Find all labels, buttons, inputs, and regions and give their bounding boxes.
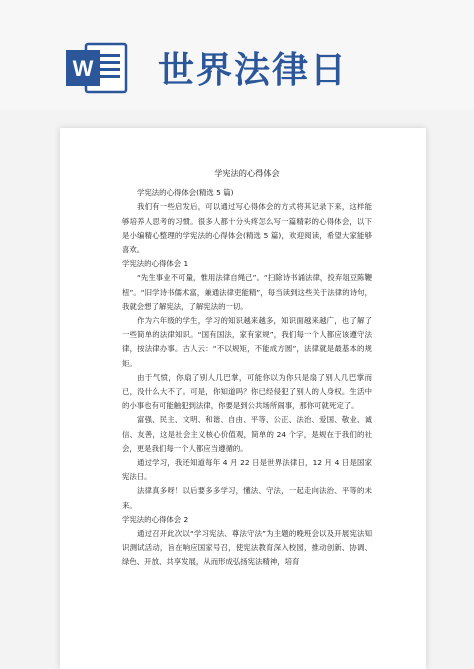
document-body xyxy=(122,166,372,570)
svg-text:W: W xyxy=(72,56,94,81)
section-heading-2: 学宪法的心得体会 2 xyxy=(122,514,189,524)
banner-header xyxy=(0,0,474,110)
paragraph: 通过学习，我还知道每年 4 月 22 日是世界法律日，12 月 4 日是国家宪法日。 xyxy=(122,458,372,482)
document-subtitle: 学宪法的心得体会(精选 5 篇) xyxy=(137,188,234,198)
section-heading-1: 学宪法的心得体会 1 xyxy=(122,259,189,269)
paragraph: 富强、民主、文明、和谐、自由、平等、公正、法治、爱国、敬业、诚信、友善，这是社会主义核心价值观，简单的 24 个字，是规在于我们的社会，更是我们每一个人都应当遵循的。 xyxy=(122,415,372,453)
paragraph: 作为六年级的学生，学习的知识越来越多，知识面越来越广，也了解了一些简单的法律知识。“国有国法，家有家规”，我们每一个人都应该遵守法律，按法律办事。古人云：“不以规矩，不能成方圆”，法律就是最基本的规矩。 xyxy=(122,316,372,368)
document-page xyxy=(60,128,426,669)
paragraph: “先生事业不可量，惟用法律自绳己”。“扫除诗书诵法律，投弃俎豆陈鞭杻”。“旧学诗书儒术富，兼通法律吏能精”，每当读到这些关于法律的诗句，我就会想了解宪法，了解宪法的一切。 xyxy=(122,273,372,311)
banner-title: 世界法律日 xyxy=(158,50,349,91)
paragraph: 由于气愤，你扇了别人几巴掌，可能你以为你只是扇了别人几巴掌而已，没什么大不了。可是，你知道吗？你已经侵犯了别人的人身权。生活中的小事也有可能触犯到法律，你要是到公共场所闹事，那你可就死定了。 xyxy=(122,372,372,411)
document-title: 学宪法的心得体会 xyxy=(214,168,280,178)
word-document-icon xyxy=(64,40,130,96)
paragraph: 法律真多呀！以后要多多学习，懂法、守法，一起走向法治、平等的未来。 xyxy=(122,486,372,510)
paragraph: 通过召开此次以“学习宪法、尊法守法”为主题的晚班会以及开展宪法知识测试活动，旨在响应国家号召，使宪法教育深入校园，推动创新、协调、绿色、开放、共享发展，从而形成弘扬宪法精神，培育 xyxy=(122,529,372,567)
intro-paragraph: 我们有一些启发后，可以通过写心得体会的方式将其记录下来，这样能够培养人思考的习惯。很多人都十分头疼怎么写一篇精彩的心得体会，以下是小编精心整理的学宪法的心得体会(精选 5 篇)，欢迎阅读，希望大家能够喜欢。 xyxy=(122,202,372,255)
